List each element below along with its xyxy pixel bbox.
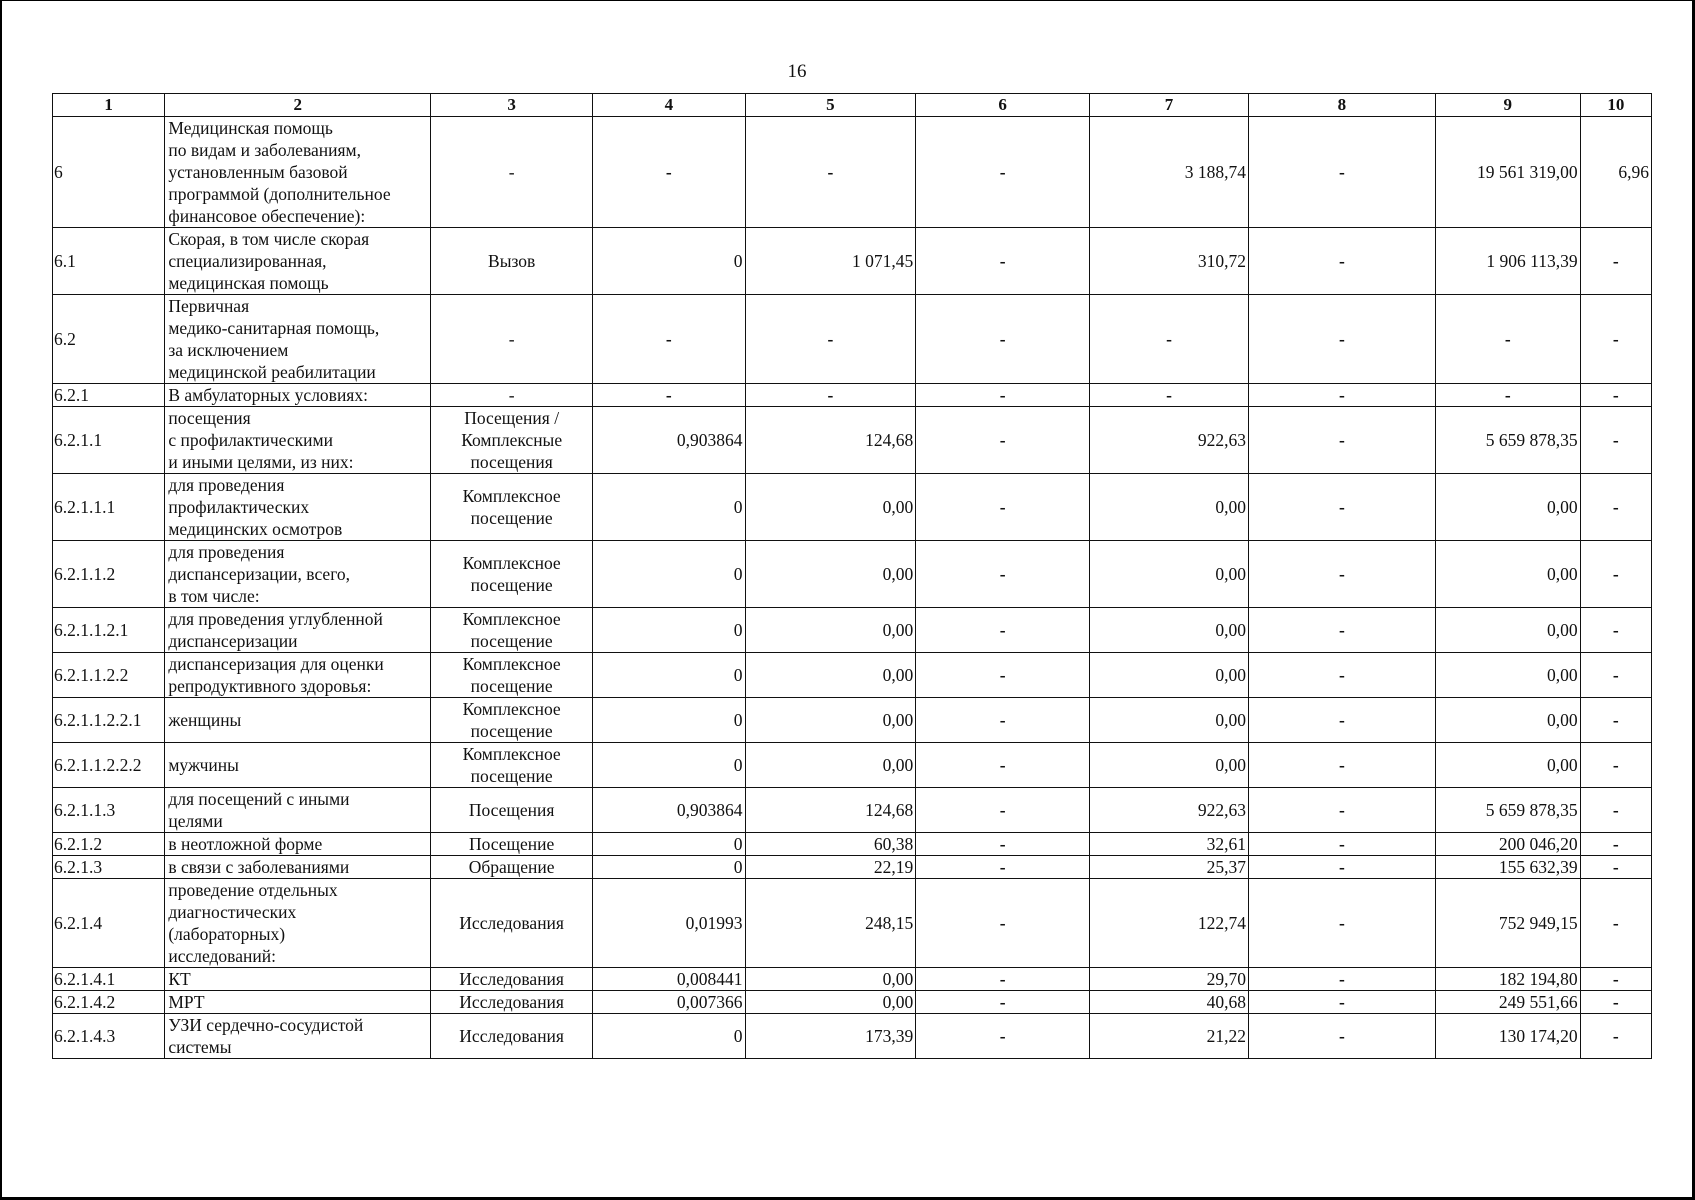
table-cell-col-3: Исследования: [431, 991, 593, 1014]
column-header-3: 3: [431, 94, 593, 117]
table-cell-col-10: -: [1580, 743, 1651, 788]
table-cell-col-4: 0: [593, 474, 745, 541]
table-header-row: [53, 94, 1652, 117]
table-cell-col-3: Комплексное посещение: [431, 743, 593, 788]
table-row: [53, 788, 1652, 833]
table-cell-col-9: 130 174,20: [1435, 1014, 1580, 1059]
table-cell-col-8: -: [1248, 295, 1435, 384]
table-cell-col-1: 6.2.1.2: [53, 833, 165, 856]
table-row: [53, 407, 1652, 474]
table-cell-col-2: МРТ: [165, 991, 431, 1014]
table-cell-col-3: -: [431, 384, 593, 407]
table-cell-col-2: В амбулаторных условиях:: [165, 384, 431, 407]
table-cell-col-8: -: [1248, 879, 1435, 968]
table-cell-col-8: -: [1248, 228, 1435, 295]
table-cell-col-1: 6.2.1.4: [53, 879, 165, 968]
table-cell-col-9: 0,00: [1435, 698, 1580, 743]
table-cell-col-10: -: [1580, 1014, 1651, 1059]
table-cell-col-10: -: [1580, 698, 1651, 743]
table-cell-col-1: 6.2.1.4.3: [53, 1014, 165, 1059]
table-cell-col-10: -: [1580, 856, 1651, 879]
table-row: [53, 879, 1652, 968]
table-cell-col-6: -: [916, 856, 1090, 879]
table-cell-col-4: 0,01993: [593, 879, 745, 968]
table-cell-col-10: -: [1580, 833, 1651, 856]
table-cell-col-4: 0: [593, 608, 745, 653]
table-cell-col-5: 22,19: [745, 856, 916, 879]
table-cell-col-8: -: [1248, 788, 1435, 833]
table-cell-col-4: 0,903864: [593, 788, 745, 833]
table-row: [53, 991, 1652, 1014]
table-cell-col-9: 249 551,66: [1435, 991, 1580, 1014]
table-cell-col-4: -: [593, 295, 745, 384]
table-cell-col-9: 182 194,80: [1435, 968, 1580, 991]
table-cell-col-2: для посещений с иными целями: [165, 788, 431, 833]
table-cell-col-5: 0,00: [745, 541, 916, 608]
table-cell-col-10: -: [1580, 384, 1651, 407]
table-row: [53, 541, 1652, 608]
table-cell-col-9: 0,00: [1435, 541, 1580, 608]
table-cell-col-4: 0: [593, 833, 745, 856]
table-cell-col-1: 6.2.1.1.2.2.1: [53, 698, 165, 743]
table-cell-col-3: Исследования: [431, 879, 593, 968]
table-cell-col-9: -: [1435, 384, 1580, 407]
table-cell-col-8: -: [1248, 608, 1435, 653]
table-cell-col-5: 0,00: [745, 968, 916, 991]
table-cell-col-10: -: [1580, 991, 1651, 1014]
table-cell-col-8: -: [1248, 407, 1435, 474]
table-cell-col-2: женщины: [165, 698, 431, 743]
table-cell-col-5: 248,15: [745, 879, 916, 968]
table-cell-col-2: для проведения углубленной диспансеризации: [165, 608, 431, 653]
table-cell-col-5: 173,39: [745, 1014, 916, 1059]
table-cell-col-9: 5 659 878,35: [1435, 407, 1580, 474]
table-cell-col-5: 124,68: [745, 407, 916, 474]
table-cell-col-6: -: [916, 833, 1090, 856]
table-cell-col-3: Комплексное посещение: [431, 698, 593, 743]
table-row: [53, 608, 1652, 653]
table-cell-col-7: 122,74: [1090, 879, 1249, 968]
table-cell-col-5: 0,00: [745, 698, 916, 743]
table-cell-col-1: 6.2.1.1.2.1: [53, 608, 165, 653]
table-cell-col-8: -: [1248, 117, 1435, 228]
table-cell-col-9: 200 046,20: [1435, 833, 1580, 856]
table-cell-col-10: 6,96: [1580, 117, 1651, 228]
table-cell-col-9: 0,00: [1435, 653, 1580, 698]
table-cell-col-3: Комплексное посещение: [431, 653, 593, 698]
table-cell-col-7: 0,00: [1090, 653, 1249, 698]
table-cell-col-8: -: [1248, 541, 1435, 608]
table-cell-col-4: 0,008441: [593, 968, 745, 991]
table-cell-col-6: -: [916, 1014, 1090, 1059]
table-cell-col-6: -: [916, 407, 1090, 474]
table-cell-col-1: 6.1: [53, 228, 165, 295]
table-cell-col-8: -: [1248, 968, 1435, 991]
table-cell-col-3: Исследования: [431, 968, 593, 991]
table-row: [53, 295, 1652, 384]
table-cell-col-6: -: [916, 117, 1090, 228]
table-cell-col-6: -: [916, 541, 1090, 608]
table-cell-col-10: -: [1580, 407, 1651, 474]
table-cell-col-3: -: [431, 117, 593, 228]
table-cell-col-4: -: [593, 384, 745, 407]
table-cell-col-1: 6.2.1.1: [53, 407, 165, 474]
table-cell-col-1: 6.2.1.3: [53, 856, 165, 879]
table-cell-col-5: 0,00: [745, 653, 916, 698]
table-cell-col-2: КТ: [165, 968, 431, 991]
table-cell-col-4: 0: [593, 1014, 745, 1059]
table-cell-col-10: -: [1580, 608, 1651, 653]
table-cell-col-7: 922,63: [1090, 407, 1249, 474]
table-cell-col-1: 6.2.1.1.2.2: [53, 653, 165, 698]
table-cell-col-7: -: [1090, 384, 1249, 407]
table-cell-col-10: -: [1580, 968, 1651, 991]
table-cell-col-3: Посещения / Комплексные посещения: [431, 407, 593, 474]
table-cell-col-10: -: [1580, 653, 1651, 698]
table-row: [53, 856, 1652, 879]
table-cell-col-3: Комплексное посещение: [431, 608, 593, 653]
table-cell-col-8: -: [1248, 698, 1435, 743]
table-cell-col-1: 6.2.1.4.1: [53, 968, 165, 991]
table-cell-col-9: 0,00: [1435, 743, 1580, 788]
table-row: [53, 474, 1652, 541]
table-cell-col-8: -: [1248, 856, 1435, 879]
table-row: [53, 968, 1652, 991]
table-cell-col-6: -: [916, 474, 1090, 541]
column-header-10: 10: [1580, 94, 1651, 117]
table-cell-col-7: 0,00: [1090, 541, 1249, 608]
table-cell-col-5: 0,00: [745, 743, 916, 788]
table-cell-col-6: -: [916, 295, 1090, 384]
table-cell-col-6: -: [916, 384, 1090, 407]
table-cell-col-9: 752 949,15: [1435, 879, 1580, 968]
table-row: [53, 698, 1652, 743]
table-cell-col-7: 21,22: [1090, 1014, 1249, 1059]
table-cell-col-7: 922,63: [1090, 788, 1249, 833]
table-cell-col-2: для проведения профилактических медицинских осмотров: [165, 474, 431, 541]
page-number: 16: [787, 61, 807, 82]
table-cell-col-6: -: [916, 228, 1090, 295]
table-cell-col-2: посещения с профилактическими и иными целями, из них:: [165, 407, 431, 474]
table-cell-col-7: 25,37: [1090, 856, 1249, 879]
table-cell-col-1: 6.2.1.4.2: [53, 991, 165, 1014]
table-cell-col-8: -: [1248, 384, 1435, 407]
table-cell-col-6: -: [916, 653, 1090, 698]
table-cell-col-4: 0,007366: [593, 991, 745, 1014]
table-cell-col-4: 0,903864: [593, 407, 745, 474]
table-cell-col-1: 6.2.1: [53, 384, 165, 407]
table-cell-col-1: 6.2.1.1.2.2.2: [53, 743, 165, 788]
table-cell-col-7: 310,72: [1090, 228, 1249, 295]
table-cell-col-6: -: [916, 608, 1090, 653]
column-header-4: 4: [593, 94, 745, 117]
table-cell-col-5: 124,68: [745, 788, 916, 833]
financing-table: [52, 93, 1652, 1059]
table-cell-col-9: 0,00: [1435, 608, 1580, 653]
table-cell-col-6: -: [916, 879, 1090, 968]
table-cell-col-5: -: [745, 384, 916, 407]
column-header-7: 7: [1090, 94, 1249, 117]
table-cell-col-5: 0,00: [745, 608, 916, 653]
table-cell-col-4: 0: [593, 698, 745, 743]
table-cell-col-9: 19 561 319,00: [1435, 117, 1580, 228]
table-cell-col-3: Исследования: [431, 1014, 593, 1059]
table-cell-col-7: 0,00: [1090, 743, 1249, 788]
table-cell-col-6: -: [916, 698, 1090, 743]
table-cell-col-8: -: [1248, 991, 1435, 1014]
table-cell-col-1: 6.2: [53, 295, 165, 384]
table-cell-col-3: Комплексное посещение: [431, 541, 593, 608]
table-cell-col-4: 0: [593, 228, 745, 295]
table-cell-col-2: для проведения диспансеризации, всего, в том числе:: [165, 541, 431, 608]
table-cell-col-1: 6.2.1.1.3: [53, 788, 165, 833]
table-cell-col-1: 6.2.1.1.1: [53, 474, 165, 541]
table-cell-col-6: -: [916, 743, 1090, 788]
table-cell-col-4: 0: [593, 856, 745, 879]
table-cell-col-3: Посещения: [431, 788, 593, 833]
table-cell-col-4: 0: [593, 743, 745, 788]
table-cell-col-8: -: [1248, 833, 1435, 856]
table-cell-col-3: Комплексное посещение: [431, 474, 593, 541]
table-row: [53, 653, 1652, 698]
table-cell-col-6: -: [916, 788, 1090, 833]
table-cell-col-2: УЗИ сердечно-сосудистой системы: [165, 1014, 431, 1059]
table-cell-col-8: -: [1248, 474, 1435, 541]
table-row: [53, 384, 1652, 407]
table-cell-col-5: 0,00: [745, 474, 916, 541]
table-row: [53, 117, 1652, 228]
table-cell-col-5: 1 071,45: [745, 228, 916, 295]
table-cell-col-4: -: [593, 117, 745, 228]
table-row: [53, 743, 1652, 788]
column-header-6: 6: [916, 94, 1090, 117]
table-row: [53, 228, 1652, 295]
table-cell-col-7: 0,00: [1090, 474, 1249, 541]
table-cell-col-9: 155 632,39: [1435, 856, 1580, 879]
table-cell-col-2: в неотложной форме: [165, 833, 431, 856]
table-cell-col-8: -: [1248, 653, 1435, 698]
table-cell-col-1: 6: [53, 117, 165, 228]
table-cell-col-4: 0: [593, 653, 745, 698]
table-cell-col-7: -: [1090, 295, 1249, 384]
table-cell-col-10: -: [1580, 879, 1651, 968]
table-cell-col-10: -: [1580, 788, 1651, 833]
table-cell-col-6: -: [916, 991, 1090, 1014]
table-cell-col-3: Обращение: [431, 856, 593, 879]
table-cell-col-7: 0,00: [1090, 698, 1249, 743]
table-cell-col-3: Посещение: [431, 833, 593, 856]
document-page: [2, 1, 1692, 1197]
column-header-5: 5: [745, 94, 916, 117]
column-header-8: 8: [1248, 94, 1435, 117]
table-cell-col-7: 0,00: [1090, 608, 1249, 653]
table-cell-col-7: 29,70: [1090, 968, 1249, 991]
table-cell-col-9: 0,00: [1435, 474, 1580, 541]
table-cell-col-9: -: [1435, 295, 1580, 384]
table-cell-col-3: -: [431, 295, 593, 384]
table-row: [53, 1014, 1652, 1059]
table-cell-col-6: -: [916, 968, 1090, 991]
table-cell-col-5: -: [745, 117, 916, 228]
table-cell-col-9: 5 659 878,35: [1435, 788, 1580, 833]
table-cell-col-8: -: [1248, 743, 1435, 788]
table-cell-col-7: 32,61: [1090, 833, 1249, 856]
table-cell-col-4: 0: [593, 541, 745, 608]
table-cell-col-5: 0,00: [745, 991, 916, 1014]
table-cell-col-10: -: [1580, 541, 1651, 608]
table-cell-col-2: Скорая, в том числе скорая специализированная, медицинская помощь: [165, 228, 431, 295]
column-header-1: 1: [53, 94, 165, 117]
table-cell-col-1: 6.2.1.1.2: [53, 541, 165, 608]
table-cell-col-2: Первичная медико-санитарная помощь, за исключением медицинской реабилитации: [165, 295, 431, 384]
column-header-9: 9: [1435, 94, 1580, 117]
table-cell-col-10: -: [1580, 474, 1651, 541]
table-cell-col-2: проведение отдельных диагностических (лабораторных) исследований:: [165, 879, 431, 968]
table-cell-col-5: -: [745, 295, 916, 384]
table-cell-col-7: 40,68: [1090, 991, 1249, 1014]
column-header-2: 2: [165, 94, 431, 117]
table-cell-col-10: -: [1580, 295, 1651, 384]
table-cell-col-2: Медицинская помощь по видам и заболеваниям, установленным базовой программой (дополнительное финансовое обеспечение):: [165, 117, 431, 228]
table-row: [53, 833, 1652, 856]
table-cell-col-2: мужчины: [165, 743, 431, 788]
table-cell-col-2: диспансеризация для оценки репродуктивного здоровья:: [165, 653, 431, 698]
table-cell-col-7: 3 188,74: [1090, 117, 1249, 228]
table-cell-col-3: Вызов: [431, 228, 593, 295]
table-cell-col-5: 60,38: [745, 833, 916, 856]
table-cell-col-8: -: [1248, 1014, 1435, 1059]
table-cell-col-9: 1 906 113,39: [1435, 228, 1580, 295]
table-cell-col-2: в связи с заболеваниями: [165, 856, 431, 879]
table-cell-col-10: -: [1580, 228, 1651, 295]
